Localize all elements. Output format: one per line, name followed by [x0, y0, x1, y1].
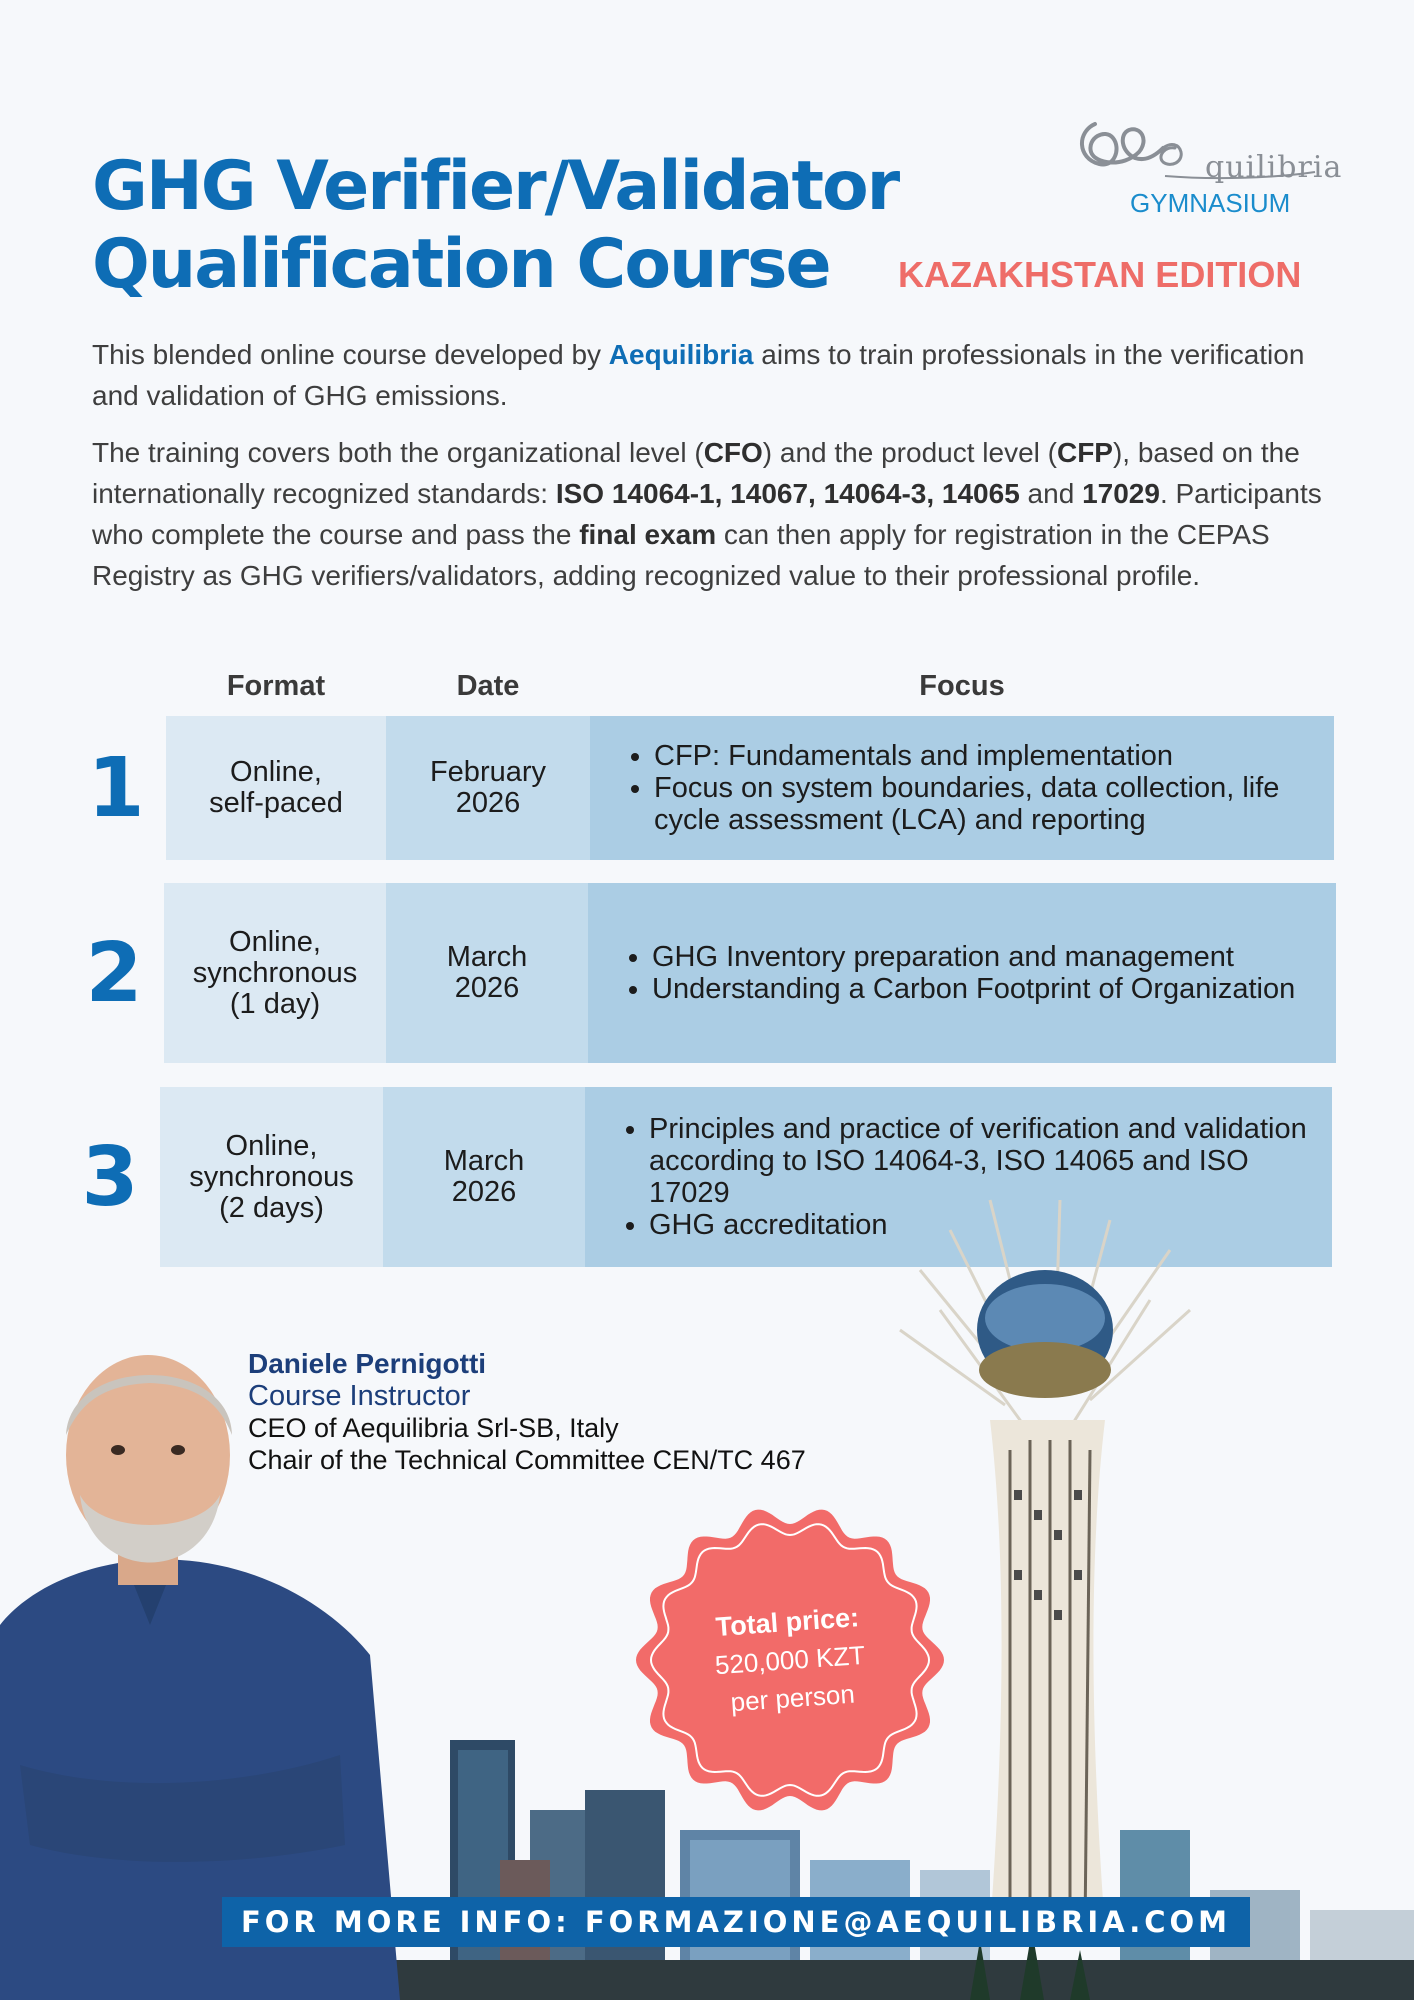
instructor-name: Daniele Pernigotti — [248, 1348, 487, 1379]
header-format: Format — [226, 670, 326, 702]
intro-paragraph-1 — [92, 334, 1347, 416]
module-number: 2 — [85, 925, 143, 1021]
module-row-2 — [85, 883, 1336, 1063]
date-text: 2026 — [455, 787, 521, 819]
date-text: February — [429, 756, 547, 788]
cfp-term: CFP — [1056, 437, 1113, 468]
intro-text: The training covers both the organizational level ( — [92, 437, 704, 468]
focus-cell — [588, 883, 1336, 1063]
format-text: Online, — [229, 925, 321, 958]
focus-item: • Focus on system boundaries, data collection, life cycle assessment (LCA) and reporting — [654, 772, 1314, 836]
instructor-detail: Chair of the Technical Committee CEN/TC 467 — [248, 1445, 806, 1475]
date-text: 2026 — [454, 972, 520, 1004]
format-text: synchronous — [189, 1160, 354, 1193]
focus-item: • Understanding a Carbon Footprint of Organization — [652, 973, 1295, 1005]
instructor-role: Course Instructor — [248, 1380, 471, 1412]
focus-cell — [590, 716, 1334, 860]
date-cell — [386, 883, 588, 1063]
format-text: synchronous — [192, 956, 358, 989]
course-title — [92, 148, 898, 304]
format-text: (1 day) — [229, 987, 321, 1020]
module-row-1 — [87, 716, 1334, 860]
intro-text: ), based on the internationally recognized standards: — [92, 437, 1300, 509]
cfo-term: CFO — [703, 437, 763, 468]
edition-label: KAZAKHSTAN EDITION — [898, 254, 1302, 295]
format-cell — [166, 716, 386, 860]
header-date: Date — [456, 670, 520, 702]
price-unit: per person — [729, 1678, 856, 1718]
date-text: 2026 — [451, 1176, 517, 1208]
format-cell — [164, 883, 386, 1063]
price-text — [619, 1489, 961, 1831]
aequilibria-gymnasium-logo — [1075, 118, 1343, 218]
header-focus: Focus — [919, 670, 1005, 702]
intro-text: can then apply for registration in the CEPAS Registry as GHG verifiers/validators, adding recognized value to their professional profile. — [92, 519, 1270, 591]
intro-text: ) and the product level ( — [762, 437, 1057, 468]
format-text: (2 days) — [219, 1191, 324, 1224]
title-line-1: GHG Verifier/Validator — [92, 147, 899, 226]
focus-item: • Principles and practice of verification and validation according to ISO 14064-3, ISO 14065 and ISO 17029 — [649, 1113, 1312, 1209]
module-number: 1 — [87, 740, 145, 836]
format-text: Online, — [230, 756, 322, 788]
module-number: 3 — [81, 1129, 139, 1225]
format-text: Online, — [225, 1129, 318, 1162]
format-text: self-paced — [209, 787, 343, 819]
brand-name: Aequilibria — [608, 339, 754, 370]
focus-list — [590, 740, 1334, 836]
standard-17029: 17029 — [1082, 478, 1160, 509]
format-cell — [160, 1087, 383, 1267]
price-label: Total price: — [714, 1602, 860, 1643]
price-badge — [630, 1500, 950, 1820]
title-line-2: Qualification Course — [92, 225, 830, 304]
intro-text: . Participants who complete the course and pass the — [92, 478, 1322, 550]
intro-text: This blended online course developed by — [92, 339, 609, 370]
logo-subtitle: GYMNASIUM — [1130, 188, 1291, 218]
logo-wordmark: quilibria — [1205, 150, 1343, 185]
intro-paragraph-2 — [92, 432, 1347, 596]
date-text: March — [446, 941, 528, 973]
date-cell — [386, 716, 590, 860]
intro-text: and — [1019, 478, 1083, 509]
focus-list — [588, 941, 1315, 1005]
date-cell — [383, 1087, 585, 1267]
date-text: March — [443, 1145, 525, 1177]
standards-list: ISO 14064-1, 14067, 14064-3, 14065 — [555, 478, 1020, 509]
price-amount: 520,000 KZT — [713, 1639, 867, 1681]
instructor-detail: CEO of Aequilibria Srl-SB, Italy — [248, 1413, 619, 1443]
focus-item: • GHG Inventory preparation and management — [652, 941, 1295, 973]
contact-info-bar[interactable]: FOR MORE INFO: FORMAZIONE@AEQUILIBRIA.COM — [222, 1897, 1250, 1947]
focus-item: • GHG accreditation — [649, 1209, 1312, 1241]
instructor-info — [248, 1348, 806, 1476]
final-exam-term: final exam — [579, 519, 717, 550]
focus-item: • CFP: Fundamentals and implementation — [654, 740, 1314, 772]
intro-text: aims to train professionals in the verification and validation of GHG emissions. — [92, 339, 1305, 411]
